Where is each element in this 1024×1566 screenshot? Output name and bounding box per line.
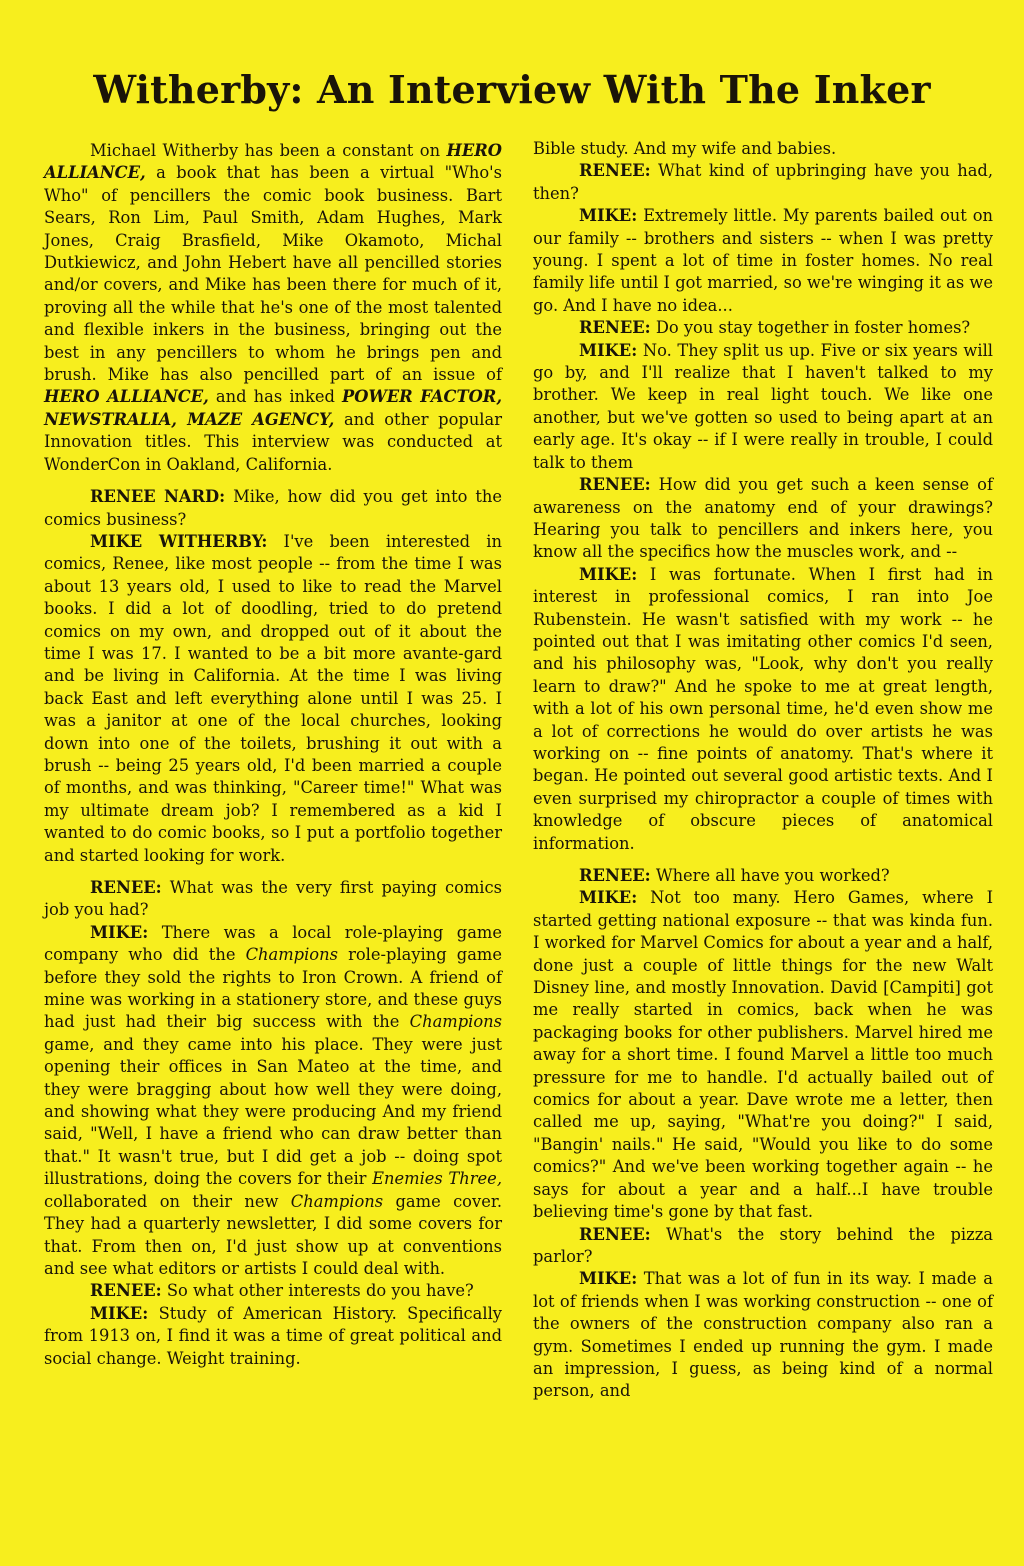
question: RENEE: What kind of upbringing have you had, then? (533, 161, 993, 203)
answer: MIKE: There was a local role-playing game company who did the Champions role-playing game before they sold the rights to Iron Crown. A friend of mine was working in a stationery store, and these guys had just had their big success with the Champions game, and they came into his place. They were just opening their offices in San Mateo at the time, and they were bragging about how well they were doing, and showing what they were producing And my friend said, "Well, I have a friend who can draw better than that." It wasn't true, but I did get a job -- doing spot illustrations, doing the covers for their Enemies Three, collaborated on their new Champions game cover. They had a quarterly newsletter, I did some covers for that. From then on, I'd just show up at conventions and see what editors or artists I could deal with. (44, 922, 502, 1278)
speaker-label: RENEE: (579, 1224, 651, 1244)
answer: MIKE: Study of American History. Specifically from 1913 on, I find it was a time of great political and social change. Weight training. (44, 1303, 502, 1368)
speaker-label: RENEE: (579, 161, 651, 181)
speaker-label: MIKE: (579, 1269, 638, 1289)
speaker-label: MIKE: (579, 564, 638, 584)
answer: MIKE WITHERBY: I've been interested in comics, Renee, like most people -- from the time I was about 13 years old, I used to like to read the Marvel books. I did a lot of doodling, tried to do pretend comics on my own, and dropped out of it about the time I was 17. I wanted to be a bit more avante-gard and be living in California. At the time I was living back East and left everything alone until I was 25. I was a janitor at one of the local churches, looking down into one of the toilets, brushing it out with a brush -- being 25 years old, I'd been married a couple of months, and was thinking, "Career time!" What was my ultimate dream job? I remembered as a kid I wanted to do comic books, so I put a portfolio together and started looking for work. (44, 531, 502, 865)
speaker-label: MIKE: (579, 888, 638, 908)
answer: MIKE: No. They split us up. Five or six years will go by, and I'll realize that I haven't talked to my brother. We keep in real light touch. We like one another, but we've gotten so used to being apart at an early age. It's okay -- if I were really in trouble, I could talk to them (533, 340, 993, 472)
speaker-label: RENEE: (579, 318, 651, 338)
title-hero-alliance: HERO ALLIANCE, (44, 141, 502, 183)
speaker-label: RENEE: (90, 1281, 162, 1301)
question: RENEE: So what other interests do you have? (90, 1281, 474, 1301)
speaker-label: MIKE: (579, 206, 638, 226)
speaker-label: RENEE: (579, 475, 651, 495)
speaker-label: RENEE: (579, 866, 651, 885)
question: RENEE: Do you stay together in foster homes? (579, 318, 971, 338)
question: RENEE NARD: Mike, how did you get into the comics business? (44, 487, 502, 529)
speaker-label: MIKE: (579, 340, 638, 360)
answer: MIKE: Extremely little. My parents bailed out on our family -- brothers and sisters -- when I was pretty young. I spent a lot of time in foster homes. No real family life until I got married, so we're winging it as we go. And I have no idea... (533, 206, 993, 315)
question: RENEE: How did you get such a keen sense of awareness on the anatomy end of your drawings? Hearing you talk to pencillers and inkers here, you know all the specifics how the muscles work, and -- (533, 475, 993, 562)
inked-titles: POWER FACTOR, NEWSTRALIA, MAZE AGENCY, (44, 387, 502, 429)
intro-paragraph: Michael Witherby has been a constant on HERO ALLIANCE, a book that has been a virtual "Who's Who" of pencillers the comic book business. Bart Sears, Ron Lim, Paul Smith, Adam Hughes, Mark Jones, Craig Brasfield, Mike Okamoto, Michal Dutkiewicz, and John Hebert have all pencilled stories and/or covers, and Mike has been there for much of it, proving all the while that he's one of the most talented and flexible inkers in the business, bringing out the best in any pencillers to whom he brings pen and brush. Mike has also pencilled part of an issue of HERO ALLIANCE, and has inked POWER FACTOR, NEWSTRALIA, MAZE AGENCY, and other popular Innovation titles. This interview was conducted at WonderCon in Oakland, California. (44, 141, 503, 474)
speaker-label: MIKE: (90, 922, 149, 942)
question: RENEE: Where all have you worked? (579, 866, 890, 885)
speaker-label: MIKE: (90, 1303, 149, 1323)
answer: MIKE: Not too many. Hero Games, where I started getting national exposure -- that was kinda fun. I worked for Marvel Comics for about a year and a half, done just a couple of little things for the new Walt Disney line, and mostly Innovation. David [Campiti] got me really started in comics, back when he was packaging books for other publishers. Marvel hired me away for a short time. I found Marvel a little too much pressure for me to handle. I'd actually bailed out of comics for about a year. Dave wrote me a letter, then called me up, saying, "What're you doing?" I said, "Bangin' nails." He said, "Would you like to do some comics?" And we've been working together again -- he says for about a year and a half...I have trouble believing time's gone by that fast. (533, 888, 993, 1222)
answer-continued: Bible study. And my wife and babies. (533, 139, 837, 158)
question: RENEE: What's the story behind the pizza parlor? (533, 1224, 993, 1266)
speaker-label: RENEE NARD: (90, 487, 226, 507)
answer: MIKE: That was a lot of fun in its way. I made a lot of friends when I was working construction -- one of the owners of the construction company also ran a gym. Sometimes I ended up running the gym. I made an impression, I guess, as being kind of a normal person, and (533, 1269, 993, 1401)
answer: MIKE: I was fortunate. When I first had in interest in professional comics, I ran into Joe Rubenstein. He wasn't satisfied with my work -- he pointed out that I was imitating other comics I'd seen, and his philosophy was, "Look, why don't you really learn to draw?" And he spoke to me at great length, with a lot of his own personal time, he'd even show me a lot of corrections he would do over artists he was working on -- fine points of anatomy. That's where it began. He pointed out several good artistic texts. And I even surprised my chiropractor a couple of times with knowledge of obscure pieces of anatomical information. (533, 564, 993, 853)
speaker-label: RENEE: (90, 878, 162, 897)
right-column (533, 138, 993, 1403)
left-column (44, 140, 502, 1370)
article-title: Witherby: An Interview With The Inker (93, 67, 931, 112)
question: RENEE: What was the very first paying comics job you had? (44, 878, 502, 920)
title-hero-alliance: HERO ALLIANCE, (44, 387, 209, 407)
speaker-label: MIKE WITHERBY: (90, 531, 268, 551)
